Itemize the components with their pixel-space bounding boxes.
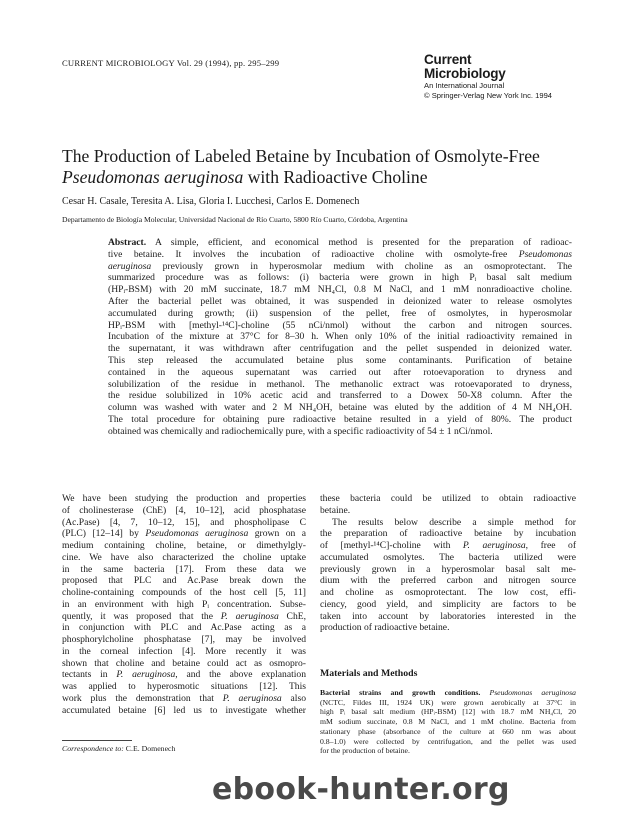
body-line: We have been studying the production and properties <box>62 493 306 504</box>
abstract-line: After the bacterial pellet was obtained, it was suspended in deionized water to release osmolytes <box>108 295 572 307</box>
body-line: of cholinesterase (ChE) [4, 10–12], acid phosphatase <box>62 504 306 516</box>
body-line: was applied to hyperosmotic situations [12]. This <box>62 681 306 692</box>
abstract-line: Abstract. A simple, efficient, and economical method is presented for the preparation of radioac- <box>108 237 572 248</box>
journal-reference: CURRENT MICROBIOLOGY Vol. 29 (1994), pp. 295–299 <box>62 58 280 68</box>
title-line-2-rest: with Radioactive Choline <box>243 167 428 187</box>
abstract-line: HPᵢ-BSM with [methyl-¹⁴C]-choline (55 nCi/nmol) without the carbon and nitrogen sources. <box>108 319 572 331</box>
body-column-right <box>320 493 576 634</box>
body-line: accumulated betaine [6] led us to investigate whether <box>62 704 306 716</box>
abstract-label: Abstract. <box>108 237 147 248</box>
body-column-left <box>62 493 306 716</box>
body-line: in the same bacteria [17]. From these data we <box>62 563 306 575</box>
watermark: ebook-hunter.org <box>212 772 510 807</box>
body-line: the preparation of radioactive betaine by incubation <box>320 528 576 540</box>
article-title <box>62 146 582 188</box>
abstract-line: (HPᵢ-BSM) with 20 mM succinate, 18.7 mM NH₄Cl, 0.8 M NaCl, and 1 mM nonradioactive choline. <box>108 284 572 296</box>
methods-line: Bacterial strains and growth conditions. Pseudomonas aeruginosa <box>320 688 576 697</box>
title-organism: Pseudomonas aeruginosa <box>62 167 244 187</box>
body-line: quently, it was proposed that the P. aeruginosa ChE, <box>62 610 307 622</box>
body-line: accumulated osmolytes. The bacteria utilized were <box>320 551 576 563</box>
abstract-line: contained in the aqueous supernatant was carried out after rotoevaporation to dryness and <box>108 366 572 378</box>
body-line: ciency, good yield, and simplicity are factors to be <box>320 598 576 610</box>
body-line: medium containing choline, betaine, or dimethylgly- <box>62 540 306 551</box>
abstract-line: the residue solubilized in 10% acetic acid and transferred to a Dowex 50-X8 column. After the <box>108 390 572 402</box>
abstract-line: summarized procedure was as follows: (i) bacteria were grown in high Pᵢ basal salt medium <box>108 272 572 284</box>
body-line: in an environment with high Pᵢ concentration. Subse- <box>62 598 306 610</box>
methods-line: high Pᵢ basal salt medium (HPᵢ-BSM) [12] with 18.7 mM NH₄Cl, 20 <box>320 707 576 717</box>
body-line: taken into account by laboratories interested in the <box>320 610 576 622</box>
title-line-1: The Production of Labeled Betaine by Incubation of Osmolyte-Free <box>62 146 540 166</box>
masthead-title-line1: Current <box>424 52 472 67</box>
abstract-line: tive betaine. It involves the incubation of radioactive choline with osmolyte-free Pseudomonas <box>108 248 572 260</box>
footnote-rule <box>62 740 132 741</box>
methods-line: stationary phase (absorbance of the culture at 660 nm was about <box>320 726 576 736</box>
body-line: choline-containing compounds of the host cell [5, 11] <box>62 587 306 598</box>
body-line: (PLC) [12–14] by Pseudomonas aeruginosa grown on a <box>62 528 307 540</box>
methods-line: mM sodium succinate, 0.8 M NaCl, and 1 mM choline. Bacteria from <box>320 717 576 727</box>
footnote-label: Correspondence to: <box>62 744 124 753</box>
methods-line: 0.8–1.0) were collected by centrifugation, and the pellet was used <box>320 736 576 746</box>
methods-paragraph <box>320 688 576 756</box>
author-list: Cesar H. Casale, Teresita A. Lisa, Gloria I. Lucchesi, Carlos E. Domenech <box>62 196 360 207</box>
abstract-line: aeruginosa previously grown in hyperosmolar medium with choline as an osmoprotectant. The <box>108 260 572 272</box>
footnote-name: C.E. Domenech <box>123 744 176 753</box>
body-line: shown that choline and betaine could act as osmopro- <box>62 657 306 669</box>
abstract-line: the supernatant, it was withdrawn after centrifugation and the pellet suspended in deionized water. <box>108 343 572 355</box>
body-line: (Ac.Pase) [4, 7, 10–12, 15], and phospholipase C <box>62 516 306 528</box>
methods-line: for the production of betaine. <box>320 746 410 756</box>
correspondence-footnote <box>62 744 175 753</box>
body-line: tectants in P. aeruginosa, and the above explanation <box>62 669 306 681</box>
abstract-line: obtained was chemically and radiochemically pure, with a specific radioactivity of 54 ± 1 nCi/nmol. <box>108 425 493 437</box>
body-line: of [methyl-¹⁴C]-choline with P. aeruginosa, free of <box>320 540 577 551</box>
body-line: phosphorylcholine phosphatase [7], may be involved <box>62 634 306 645</box>
body-line: in the corneal infection [4]. More recently it was <box>62 645 306 657</box>
body-line: betaine. <box>320 504 351 516</box>
masthead-subtitle: An International Journal <box>424 81 505 90</box>
abstract-line: column was washed with water and 2 M NH₄OH, betaine was eluted by the addition of 4 M NH₄OH. <box>108 402 572 414</box>
body-line: previously grown in a hyperosmolar basal salt me- <box>320 563 576 575</box>
body-line: production of radioactive betaine. <box>320 622 450 634</box>
body-line: work plus the demonstration that P. aeruginosa also <box>62 692 306 704</box>
journal-masthead <box>424 53 599 101</box>
abstract-line: accumulated during growth; (ii) suspension of the pellet, free of osmolytes, in hyperosmolar <box>108 307 572 319</box>
body-line: and choline as osmoprotectant. The low cost, effi- <box>320 587 576 598</box>
body-line: cine. We have also characterized the choline uptake <box>62 551 306 563</box>
abstract-line: solubilization of the residue in methanol. The methanolic extract was rotoevaporated to dryness, <box>108 378 572 390</box>
body-line: The results below describe a simple method for <box>332 516 576 528</box>
abstract-line: This step released the accumulated betaine plus some contaminants. Purification of betaine <box>108 354 572 366</box>
body-line: proposed that PLC and Ac.Pase break down the <box>62 575 306 587</box>
body-line: these bacteria could be utilized to obtain radioactive <box>320 493 576 504</box>
masthead-copyright: © Springer-Verlag New York Inc. 1994 <box>424 91 553 100</box>
abstract-line: Incubation of the mixture at 37°C for 8–30 h. When only 10% of the initial radioactivity remained in <box>108 331 572 343</box>
methods-line: (NCTC, Fildes III, 1924 UK) were grown aerobically at 37°C in <box>320 697 576 707</box>
body-line: in conjunction with PLC and Ac.Pase acting as a <box>62 622 306 634</box>
section-heading-methods: Materials and Methods <box>320 668 418 679</box>
title-line-2 <box>62 167 582 188</box>
methods-subheading: Bacterial strains and growth conditions. <box>320 688 481 697</box>
affiliation: Departamento de Biología Molecular, Universidad Nacional de Río Cuarto, 5800 Río Cuarto, Córdoba, Argentina <box>62 215 408 224</box>
abstract-line: The total procedure for obtaining pure radioactive betaine resulted in a yield of 80%. The product <box>108 413 572 425</box>
body-line: dium with the preferred carbon and nitrogen source <box>320 575 576 587</box>
masthead-title-line2: Microbiology <box>424 66 506 81</box>
abstract <box>108 237 572 438</box>
